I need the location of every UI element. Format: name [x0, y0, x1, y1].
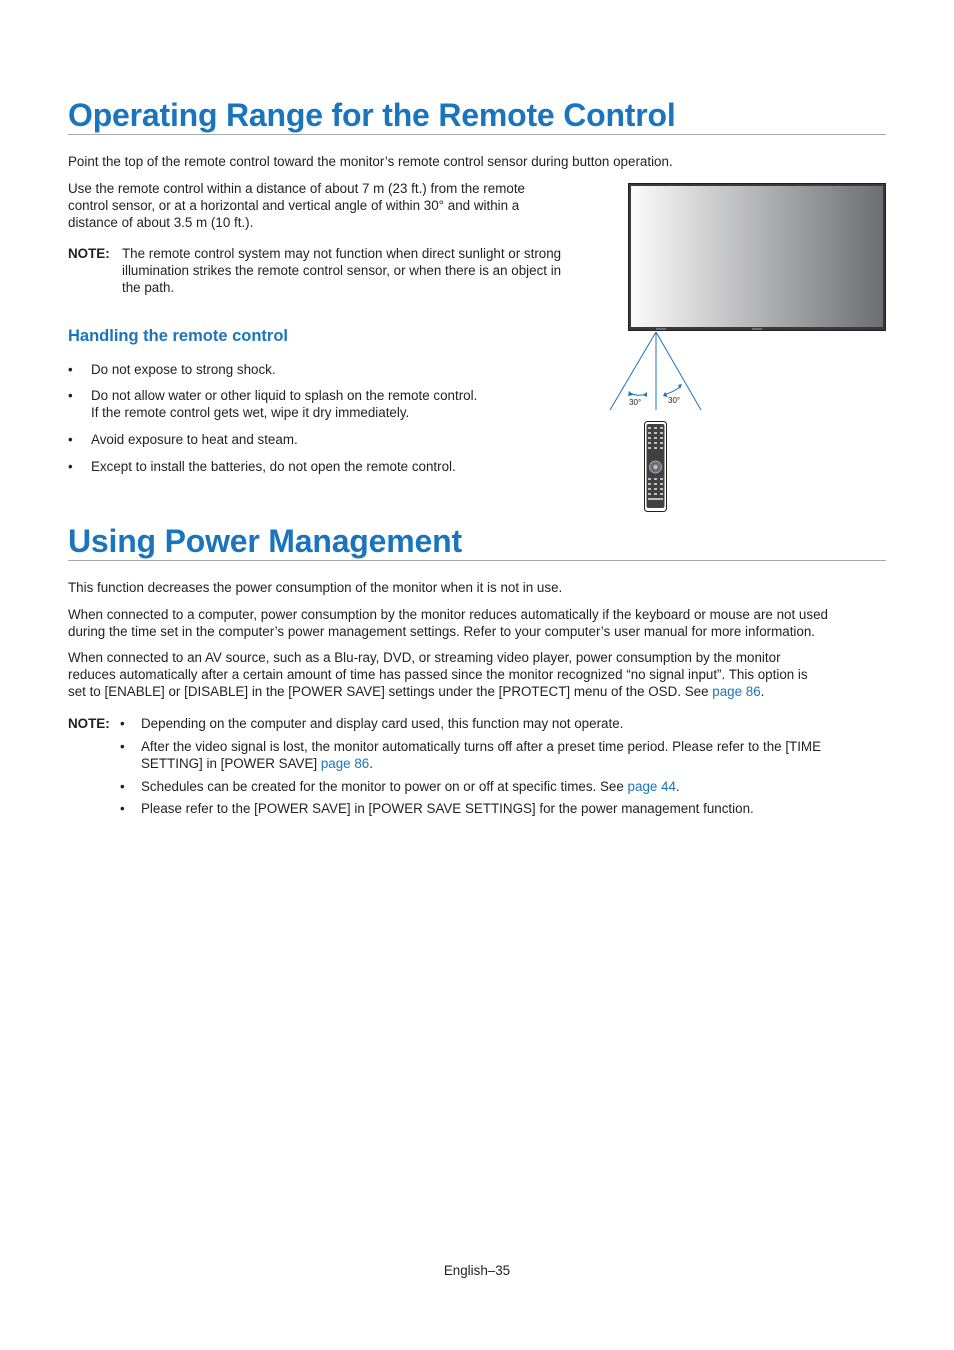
angle-label-right: 30° [668, 396, 681, 405]
distance-line: control sensor, or at a horizontal and vertical angle of within 30° and within a [68, 198, 520, 213]
list-item: • Please refer to the [POWER SAVE] in [POWER SAVE SETTINGS] for the power management function. [120, 801, 754, 816]
page-86-link[interactable]: page 86 [712, 684, 761, 699]
angle-arrow-right-icon [666, 386, 681, 394]
bullet-text: Do not expose to strong shock. [91, 362, 276, 377]
remote-control-icon [645, 422, 667, 512]
section1-title: Operating Range for the Remote Control [68, 97, 676, 133]
page-number: English–35 [443, 1263, 511, 1278]
section2-para2: When connected to a computer, power consumption by the monitor reduces automatically if the keyboard or mouse are not used during the time set in the computer’s power management settings. Refer to your computer’s user manual for more information. [68, 607, 828, 639]
angle-label-left: 30° [629, 398, 642, 407]
section2-title: Using Power Management [68, 523, 462, 559]
bullet-text: If the remote control gets wet, wipe it dry immediately. [91, 405, 410, 420]
list-item: • Do not expose to strong shock. [68, 361, 528, 378]
section1-rule [68, 134, 886, 135]
section2-rule [68, 560, 886, 561]
bullet-text: Do not allow water or other liquid to splash on the remote control. [91, 388, 478, 403]
list-item: • After the video signal is lost, the monitor automatically turns off after a preset time period. Please refer to the [TIME SETTING] in [POWER SAVE] page 86. [120, 739, 822, 771]
section1-intro: Point the top of the remote control toward the monitor’s remote control sensor during button operation. [68, 154, 673, 169]
section2-para3: When connected to an AV source, such as a Blu-ray, DVD, or streaming video player, power consumption by the monitor reduces automatically after a certain amount of time has passed since the monitor recognized “no signal input”. This option is set to [ENABLE] or [DISABLE] in the [POWER SAVE] settings under the [PROTECT] menu of the OSD. See page 86. [68, 650, 808, 699]
page-44-link[interactable]: page 44 [627, 779, 676, 794]
bullet-text: Avoid exposure to heat and steam. [91, 432, 298, 447]
list-item: • Do not allow water or other liquid to splash on the remote control. If the remote control gets wet, wipe it dry immediately. [68, 387, 528, 421]
page-86-link[interactable]: page 86 [320, 756, 370, 771]
list-item: • Except to install the batteries, do not open the remote control. [68, 458, 528, 475]
distance-line: Use the remote control within a distance of about 7 m (23 ft.) from the remote [68, 181, 525, 196]
note-label: NOTE: [68, 246, 110, 261]
list-item: • Avoid exposure to heat and steam. [68, 431, 528, 448]
section2-para1: This function decreases the power consumption of the monitor when it is not in use. [68, 580, 563, 595]
note-text [122, 245, 612, 296]
remote-range-diagram [600, 178, 890, 518]
bullet-text: Except to install the batteries, do not open the remote control. [91, 459, 456, 474]
monitor-screen [631, 186, 883, 327]
note-line: the path. [122, 280, 175, 295]
list-item: • Depending on the computer and display card used, this function may not operate. [120, 716, 624, 731]
note-line: The remote control system may not function when direct sunlight or strong [122, 246, 562, 261]
monitor-logo-mark [752, 328, 762, 330]
section1-distance-paragraph [68, 180, 608, 231]
distance-line: distance of about 3.5 m (10 ft.). [68, 215, 254, 230]
remote-sensor-icon [656, 328, 666, 330]
note-label: NOTE: [68, 716, 110, 731]
note-line: illumination strikes the remote control sensor, or when there is an object in [122, 263, 562, 278]
handling-subheading: Handling the remote control [68, 327, 289, 345]
list-item: • Schedules can be created for the monitor to power on or off at specific times. See page 44. [120, 779, 680, 794]
